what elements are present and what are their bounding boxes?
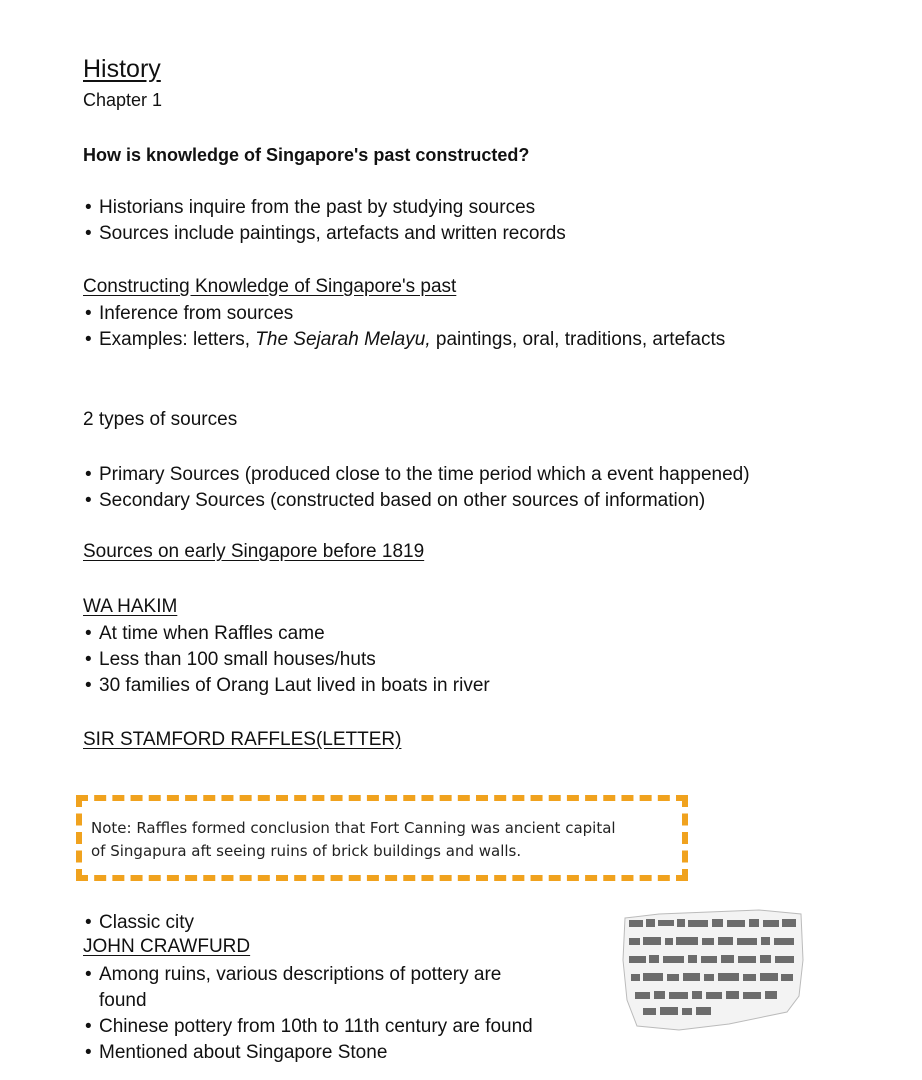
- early-sources-heading: Sources on early Singapore before 1819: [83, 541, 425, 562]
- constructing-heading: Constructing Knowledge of Singapore's past: [83, 276, 457, 297]
- list-item: • Primary Sources (produced close to the time period which a event happened): [83, 462, 750, 488]
- list-item: • Chinese pottery from 10th to 11th century are found: [83, 1014, 533, 1040]
- page-title: History: [83, 55, 161, 83]
- list-item: • Secondary Sources (constructed based on other sources of information): [83, 488, 750, 514]
- intro-list: [83, 195, 566, 247]
- list-item-line: found: [99, 990, 147, 1011]
- singapore-stone-image: [619, 900, 805, 1036]
- section-question: How is knowledge of Singapore's past constructed?: [83, 145, 530, 165]
- list-item: • At time when Raffles came: [83, 621, 490, 647]
- types-heading: 2 types of sources: [83, 409, 238, 430]
- list-item: • Less than 100 small houses/huts: [83, 647, 490, 673]
- constructing-list: [83, 301, 725, 353]
- wa-hakim-heading: WA HAKIM: [83, 596, 178, 617]
- list-item: • Classic city: [83, 910, 194, 936]
- crawfurd-heading: JOHN CRAWFURD: [83, 936, 251, 957]
- note-text: [91, 817, 616, 863]
- examples-prefix: Examples: letters,: [99, 329, 256, 350]
- list-item: [83, 962, 533, 1014]
- list-item: • Inference from sources: [83, 301, 725, 327]
- classic-city-list: [83, 910, 194, 936]
- examples-suffix: paintings, oral, traditions, artefacts: [430, 329, 726, 350]
- list-item: • Mentioned about Singapore Stone: [83, 1040, 533, 1066]
- note-line: Note: Raffles formed conclusion that Fort Canning was ancient capital: [91, 819, 616, 837]
- types-list: [83, 462, 750, 514]
- list-item-examples: [83, 327, 725, 353]
- wa-hakim-list: [83, 621, 490, 699]
- raffles-heading: SIR STAMFORD RAFFLES(LETTER): [83, 729, 402, 750]
- note-line: of Singapura aft seeing ruins of brick buildings and walls.: [91, 842, 522, 860]
- list-item: • Historians inquire from the past by studying sources: [83, 195, 566, 221]
- chapter-label: Chapter 1: [83, 90, 163, 110]
- list-item-line: Among ruins, various descriptions of pottery are: [99, 964, 502, 985]
- list-item: • Sources include paintings, artefacts and written records: [83, 221, 566, 247]
- list-item: • 30 families of Orang Laut lived in boats in river: [83, 673, 490, 699]
- examples-italic-title: The Sejarah Melayu,: [255, 329, 431, 350]
- crawfurd-list: [83, 962, 533, 1066]
